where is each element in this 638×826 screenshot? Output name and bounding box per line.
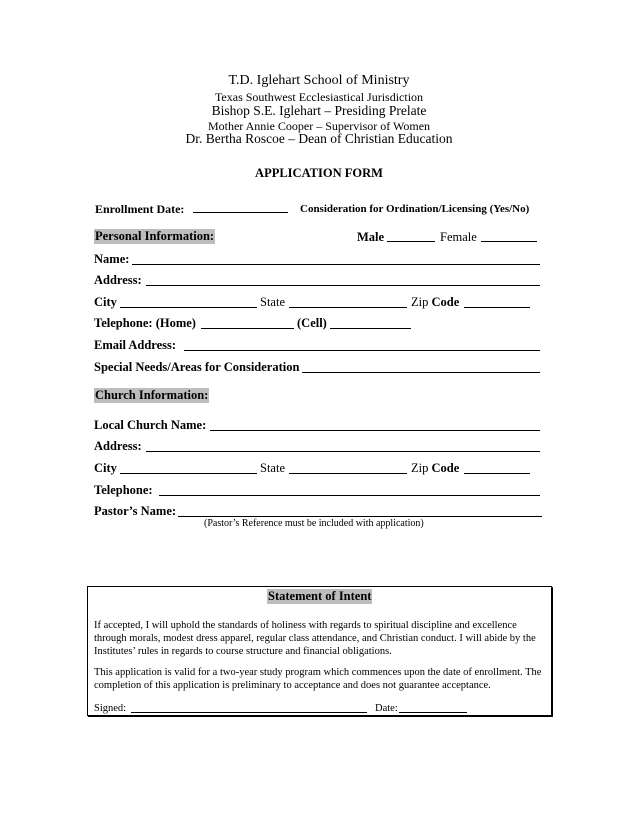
pastor-name-label: Pastor’s Name: (94, 504, 177, 518)
personal-info-heading: Personal Information: (95, 229, 215, 243)
zip-word: Zip (411, 295, 429, 309)
state-label: State (260, 295, 285, 309)
male-label: Male (357, 230, 385, 244)
pastor-name-field[interactable] (178, 516, 542, 517)
intent-date-label: Date: (375, 703, 398, 714)
signed-field[interactable] (131, 712, 367, 713)
statement-of-intent-box (87, 586, 552, 716)
zip-field[interactable] (464, 307, 530, 308)
intent-para2-line2: completion of this application is preliminary to acceptance and does not guarantee acceptance. (94, 680, 491, 691)
school-name: T.D. Iglehart School of Ministry (228, 73, 410, 88)
church-zip-label (411, 461, 459, 476)
intent-para1-line1: If accepted, I will uphold the standards of holiness with regards to spiritual discipline and excellence (94, 620, 517, 631)
cell-field[interactable] (330, 328, 411, 329)
female-field[interactable] (481, 241, 537, 242)
enrollment-date-label: Enrollment Date: (95, 202, 185, 216)
church-state-field[interactable] (289, 473, 407, 474)
zip-label (411, 295, 459, 310)
church-city-label: City (94, 461, 117, 475)
church-city-field[interactable] (120, 473, 257, 474)
cell-label: (Cell) (297, 316, 327, 330)
name-label: Name: (94, 252, 130, 266)
male-field[interactable] (387, 241, 435, 242)
intent-para1 (94, 619, 536, 658)
email-label: Email Address: (94, 338, 177, 352)
name-field[interactable] (132, 264, 540, 265)
special-needs-label: Special Needs/Areas for Consideration (94, 360, 300, 374)
ordination-label: Consideration for Ordination/Licensing (Yes/No) (300, 203, 530, 215)
church-address-field[interactable] (146, 451, 540, 452)
church-code-word: Code (431, 461, 460, 475)
enrollment-date-field[interactable] (193, 212, 288, 213)
email-field[interactable] (184, 350, 540, 351)
form-title: APPLICATION FORM (255, 166, 383, 180)
jurisdiction: Texas Southwest Ecclesiastical Jurisdiction (214, 90, 424, 104)
intent-date-field[interactable] (399, 712, 467, 713)
church-address-label: Address: (94, 439, 142, 453)
bishop-line: Bishop S.E. Iglehart – Presiding Prelate (211, 103, 427, 118)
intent-para2 (94, 666, 541, 692)
church-info-heading: Church Information: (95, 388, 209, 402)
telephone-home-field[interactable] (201, 328, 294, 329)
local-church-label: Local Church Name: (94, 418, 207, 432)
dean-line: Dr. Bertha Roscoe – Dean of Christian Education (185, 131, 453, 146)
church-state-label: State (260, 461, 285, 475)
address-label: Address: (94, 273, 142, 287)
church-telephone-label: Telephone: (94, 483, 153, 497)
church-zip-field[interactable] (464, 473, 530, 474)
city-field[interactable] (120, 307, 257, 308)
pastor-reference-note: (Pastor’s Reference must be included with application) (204, 518, 424, 529)
female-label: Female (440, 230, 477, 244)
state-field[interactable] (289, 307, 407, 308)
code-word: Code (431, 295, 460, 309)
address-field[interactable] (146, 285, 540, 286)
telephone-home-label: Telephone: (Home) (94, 316, 196, 330)
statement-heading: Statement of Intent (268, 589, 372, 603)
city-label: City (94, 295, 117, 309)
intent-para2-line1: This application is valid for a two-year study program which commences upon the date of enrollment. The (94, 667, 542, 678)
special-needs-field[interactable] (302, 372, 540, 373)
signed-label: Signed: (94, 703, 127, 714)
church-telephone-field[interactable] (159, 495, 540, 496)
church-zip-word: Zip (411, 461, 429, 475)
supervisor-line: Mother Annie Cooper – Supervisor of Women (207, 119, 431, 133)
intent-para1-line2: through morals, modest dress apparel, regular class attendance, and Christian conduct. I will abide by the (94, 633, 536, 644)
local-church-field[interactable] (210, 430, 540, 431)
intent-para1-line3: Institutes’ rules in regards to course structure and financial obligations. (94, 646, 392, 657)
